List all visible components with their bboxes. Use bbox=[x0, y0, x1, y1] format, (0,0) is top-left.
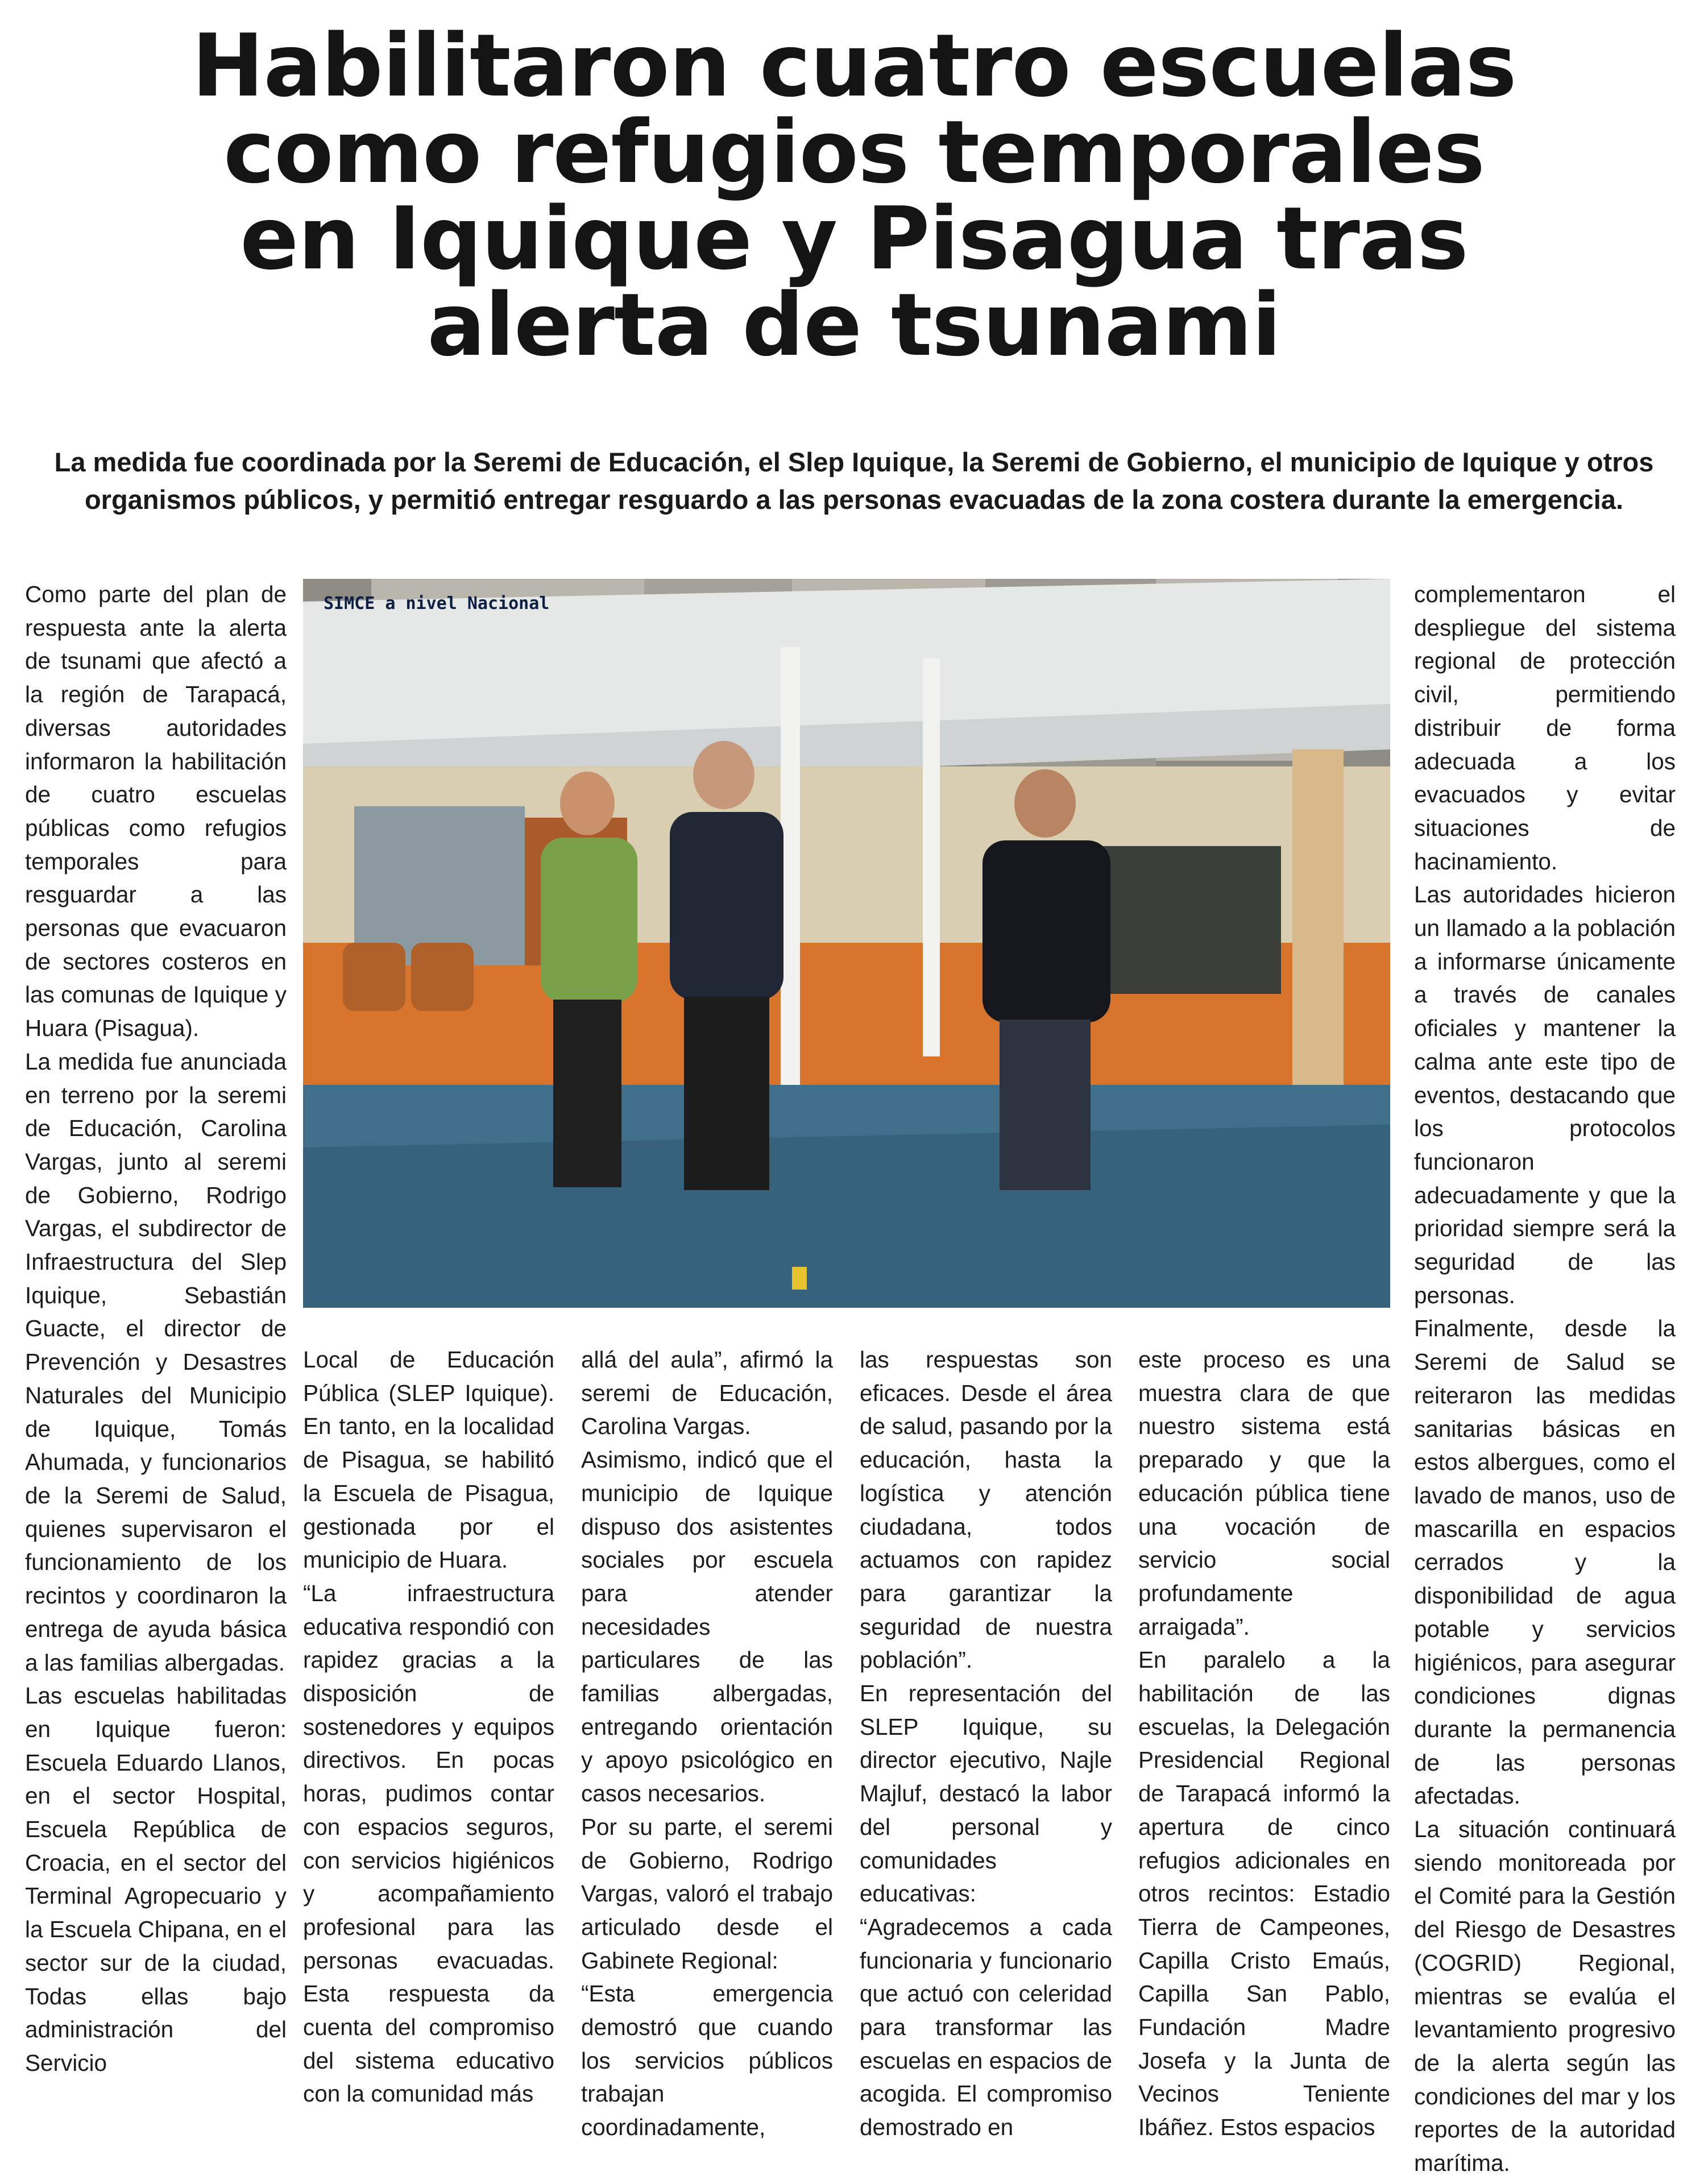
headline-line: en Iquique y Pisagua tras bbox=[240, 188, 1468, 289]
subheadline bbox=[34, 444, 1674, 519]
subheadline-line: La medida fue coordinada por la Seremi de Educación, el Slep Iquique, la Seremi de Gobierno, el municipio de Iquique y otros bbox=[54, 447, 1654, 477]
paragraph: Las autoridades hicieron un llamado a la población a informarse únicamente a través de canales oficiales y mantener la calma ante este tipo de eventos, destacando que los protocolos funcionaron adecuadamente y que la prioridad siempre será la seguridad de las personas. bbox=[1414, 881, 1676, 1308]
headline-line: Habilitaron cuatro escuelas bbox=[192, 15, 1516, 116]
paragraph: Finalmente, desde la Seremi de Salud se reiteraron las medidas sanitarias básicas en estos albergues, como el lavado de manos, uso de mascarilla en espacios cerrados y la disponibilidad de agua potable y servicios higiénicos, para asegurar condiciones dignas durante la permanencia de las personas afectadas. bbox=[1414, 1315, 1676, 1809]
paragraph: allá del aula”, afirmó la seremi de Educación, Carolina Vargas. bbox=[581, 1346, 833, 1440]
paragraph: La medida fue anunciada en terreno por la seremi de Educación, Carolina Vargas, junto al seremi de Gobierno, Rodrigo Vargas, el subdirector de Infraestructura del Slep Iquique, Sebastián Guacte, el director de Prevención y Desastres Naturales del Municipio de Iquique, Tomás Ahumada, y funcionarios de la Seremi de Salud, quienes supervisaron el funcionamiento de los recintos y coordinaron la entrega de ayuda básica a las familias albergadas. bbox=[25, 1048, 287, 1676]
paragraph: Local de Educación Pública (SLEP Iquique). En tanto, en la localidad de Pisagua, se habilitó la Escuela de Pisagua, gestionada por el municipio de Huara. bbox=[303, 1346, 554, 1573]
paragraph: Asimismo, indicó que el municipio de Iquique dispuso dos asistentes sociales por escuela para atender necesidades particulares de las familias albergadas, entregando orientación y apoyo psicológico en casos necesarios. bbox=[581, 1447, 833, 1807]
subheadline-line: organismos públicos, y permitió entregar resguardo a las personas evacuadas de la zona costera durante la emergencia. bbox=[84, 484, 1624, 515]
headline-line: alerta de tsunami bbox=[427, 275, 1281, 375]
paragraph: La situación continuará siendo monitoreada por el Comité para la Gestión del Riesgo de Desastres (COGRID) Regional, mientras se evalúa el levantamiento progresivo de la alerta según las condiciones del mar y los reportes de la autoridad marítima. bbox=[1414, 1816, 1676, 2177]
article-column-5 bbox=[1138, 1343, 1390, 2144]
article-photo bbox=[303, 579, 1390, 1308]
headline-line: como refugios temporales bbox=[223, 102, 1485, 202]
article-column-1 bbox=[25, 578, 287, 2080]
paragraph: “Agradecemos a cada funcionaria y funcionario que actuó con celeridad para transformar las escuelas en espacios de acogida. El compromiso demostrado en bbox=[860, 1913, 1112, 2141]
headline bbox=[34, 15, 1674, 375]
photo-illustration bbox=[303, 579, 1390, 1308]
paragraph: este proceso es una muestra clara de que nuestro sistema está preparado y que la educación pública tiene una vocación de servicio social profundamente arraigada”. bbox=[1138, 1346, 1390, 1640]
paragraph: complementaron el despliegue del sistema regional de protección civil, permitiendo distribuir de forma adecuada a los evacuados y evitar situaciones de hacinamiento. bbox=[1414, 581, 1676, 875]
sign-simce: SIMCE a nivel Nacional bbox=[324, 594, 550, 614]
paragraph: En paralelo a la habilitación de las escuelas, la Delegación Presidencial Regional de Tarapacá informó la apertura de cinco refugios adicionales en otros recintos: Estadio Tierra de Campeones, Capilla Cristo Emaús, Capilla San Pablo, Fundación Madre Josefa y la Junta de Vecinos Teniente Ibáñez. Estos espacios bbox=[1138, 1647, 1390, 2141]
article-column-4 bbox=[860, 1343, 1112, 2144]
paragraph: “Esta emergencia demostró que cuando los servicios públicos trabajan coordinadamente, bbox=[581, 1980, 833, 2141]
article-column-2 bbox=[303, 1343, 554, 2111]
paragraph: En representación del SLEP Iquique, su director ejecutivo, Najle Majluf, destacó la labor del personal y comunidades educativas: bbox=[860, 1680, 1112, 1907]
paragraph: Por su parte, el seremi de Gobierno, Rodrigo Vargas, valoró el trabajo articulado desde el Gabinete Regional: bbox=[581, 1813, 833, 1974]
paragraph: Como parte del plan de respuesta ante la alerta de tsunami que afectó a la región de Tarapacá, diversas autoridades informaron la habilitación de cuatro escuelas públicas como refugios temporales para resguardar a las personas que evacuaron de sectores costeros en las comunas de Iquique y Huara (Pisagua). bbox=[25, 581, 287, 1042]
article-column-3 bbox=[581, 1343, 833, 2144]
article-column-6 bbox=[1414, 578, 1676, 2180]
paragraph: Las escuelas habilitadas en Iquique fueron: Escuela Eduardo Llanos, en el sector Hospital, Escuela República de Croacia, en el sector del Terminal Agropecuario y la Escuela Chipana, en el sector sur de la ciudad, Todas ellas bajo administración del Servicio bbox=[25, 1682, 287, 2076]
paragraph: las respuestas son eficaces. Desde el área de salud, pasando por la educación, hasta la logística y atención ciudadana, todos actuamos con rapidez para garantizar la seguridad de nuestra población”. bbox=[860, 1346, 1112, 1673]
paragraph: “La infraestructura educativa respondió con rapidez gracias a la disposición de sostenedores y equipos directivos. En pocas horas, pudimos contar con espacios seguros, con servicios higiénicos y acompañamiento profesional para las personas evacuadas. Esta respuesta da cuenta del compromiso del sistema educativo con la comunidad más bbox=[303, 1580, 554, 2107]
